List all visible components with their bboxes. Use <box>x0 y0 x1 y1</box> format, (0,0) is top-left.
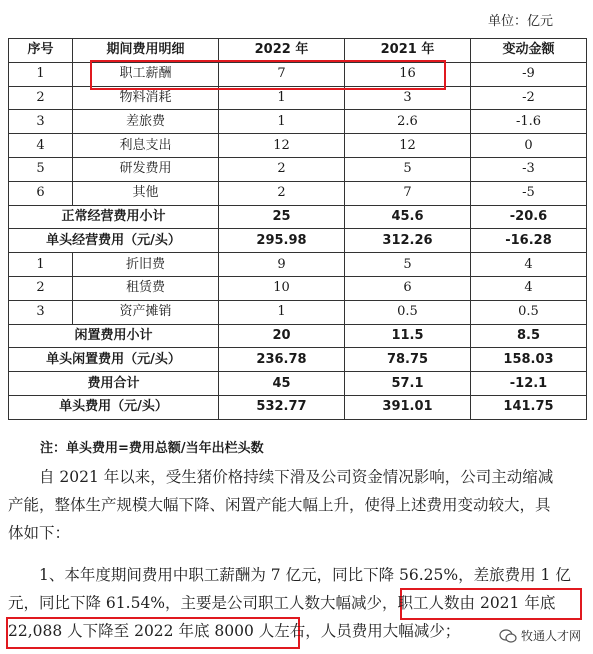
table-cell-label: 单头经营费用（元/头） <box>9 229 219 253</box>
table-cell-no: 2 <box>9 276 73 300</box>
table-cell-item: 租赁费 <box>73 276 219 300</box>
table-body <box>9 62 587 419</box>
table-cell-change: -1.6 <box>471 110 587 134</box>
table-cell-y2021: 6 <box>345 276 471 300</box>
watermark <box>499 627 581 644</box>
table-cell-no: 6 <box>9 181 73 205</box>
table-cell-label: 费用合计 <box>9 372 219 396</box>
table-row <box>9 181 587 205</box>
table-cell-y2022: 7 <box>219 62 345 86</box>
table-row <box>9 157 587 181</box>
table-row <box>9 134 587 158</box>
table-cell-change: -20.6 <box>471 205 587 229</box>
table-cell-change: 4 <box>471 253 587 277</box>
table-cell-no: 5 <box>9 157 73 181</box>
table-row <box>9 372 587 396</box>
unit-label: 单位：亿元 <box>487 14 553 29</box>
table-cell-item: 资产摊销 <box>73 300 219 324</box>
table-cell-change: -2 <box>471 86 587 110</box>
table-cell-y2021: 391.01 <box>345 395 471 419</box>
table-cell-label: 闲置费用小计 <box>9 324 219 348</box>
table-cell-change: 0.5 <box>471 300 587 324</box>
header-2022: 2022 年 <box>219 39 345 63</box>
highlight-salary-row <box>90 60 446 90</box>
table-cell-y2022: 9 <box>219 253 345 277</box>
table-cell-y2022: 45 <box>219 372 345 396</box>
table-cell-no: 3 <box>9 110 73 134</box>
table-cell-y2021: 7 <box>345 181 471 205</box>
table-cell-y2022: 1 <box>219 86 345 110</box>
table-cell-no: 4 <box>9 134 73 158</box>
paragraph-2-line-3: 22,088 人下降至 2022 年底 8000 人左右，人员费用大幅减少； <box>8 622 461 640</box>
table-cell-y2021: 12 <box>345 134 471 158</box>
table-cell-change: -3 <box>471 157 587 181</box>
table-row <box>9 324 587 348</box>
table-cell-change: 8.5 <box>471 324 587 348</box>
table-cell-change: -16.28 <box>471 229 587 253</box>
table-cell-y2022: 1 <box>219 300 345 324</box>
paragraph-2-line-1: 1、本年度期间费用中职工薪酬为 7 亿元，同比下降 56.25%，差旅费用 1 亿 <box>39 566 571 584</box>
table-cell-no: 1 <box>9 62 73 86</box>
table-cell-y2021: 312.26 <box>345 229 471 253</box>
table-cell-item: 差旅费 <box>73 110 219 134</box>
table-cell-y2022: 10 <box>219 276 345 300</box>
table-cell-y2021: 2.6 <box>345 110 471 134</box>
table-cell-y2022: 25 <box>219 205 345 229</box>
paragraph-1 <box>8 463 586 547</box>
table-cell-y2021: 16 <box>345 62 471 86</box>
table-cell-y2021: 57.1 <box>345 372 471 396</box>
paragraph-1-line-2: 产能，整体生产规模大幅下降、闲置产能大幅上升，使得上述费用变动较大，具 <box>8 496 551 514</box>
table-row <box>9 253 587 277</box>
table-cell-y2021: 0.5 <box>345 300 471 324</box>
header-item: 期间费用明细 <box>73 39 219 63</box>
expense-table <box>8 38 587 420</box>
table-cell-y2022: 2 <box>219 157 345 181</box>
table-row <box>9 110 587 134</box>
table-row <box>9 300 587 324</box>
table-cell-change: 141.75 <box>471 395 587 419</box>
paragraph-1-line-3: 体如下： <box>8 524 71 542</box>
watermark-text: 牧通人才网 <box>520 629 581 643</box>
table-cell-item: 利息支出 <box>73 134 219 158</box>
table-cell-y2021: 11.5 <box>345 324 471 348</box>
table-cell-label: 正常经营费用小计 <box>9 205 219 229</box>
table-cell-change: 4 <box>471 276 587 300</box>
table-cell-no: 2 <box>9 86 73 110</box>
table-cell-y2022: 20 <box>219 324 345 348</box>
table-row <box>9 348 587 372</box>
table-cell-y2022: 12 <box>219 134 345 158</box>
table-cell-y2021: 3 <box>345 86 471 110</box>
table-header-row <box>9 39 587 63</box>
table-cell-no: 1 <box>9 253 73 277</box>
table-cell-y2021: 45.6 <box>345 205 471 229</box>
table-cell-change: -9 <box>471 62 587 86</box>
table-cell-y2021: 5 <box>345 253 471 277</box>
table-row <box>9 229 587 253</box>
table-cell-item: 研发费用 <box>73 157 219 181</box>
table-cell-change: -12.1 <box>471 372 587 396</box>
table-note: 注：单头费用=费用总额/当年出栏头数 <box>40 441 264 456</box>
table-cell-no: 3 <box>9 300 73 324</box>
paragraph-1-line-1: 自 2021 年以来，受生猪价格持续下滑及公司资金情况影响，公司主动缩减 <box>39 468 554 486</box>
wechat-icon <box>499 629 517 643</box>
table-cell-label: 单头闲置费用（元/头） <box>9 348 219 372</box>
table-cell-item: 职工薪酬 <box>73 62 219 86</box>
table-cell-change: 158.03 <box>471 348 587 372</box>
table-cell-change: -5 <box>471 181 587 205</box>
table-cell-y2022: 2 <box>219 181 345 205</box>
table-cell-y2022: 236.78 <box>219 348 345 372</box>
table-row <box>9 395 587 419</box>
table-cell-y2021: 5 <box>345 157 471 181</box>
table-row <box>9 276 587 300</box>
paragraph-2-line-2: 元，同比下降 61.54%，主要是公司职工人数大幅减少，职工人数由 2021 年底 <box>8 594 556 612</box>
header-2021: 2021 年 <box>345 39 471 63</box>
header-change: 变动金额 <box>471 39 587 63</box>
table-cell-item: 折旧费 <box>73 253 219 277</box>
table-cell-y2022: 1 <box>219 110 345 134</box>
table-cell-y2022: 532.77 <box>219 395 345 419</box>
table-cell-y2022: 295.98 <box>219 229 345 253</box>
table-cell-label: 单头费用（元/头） <box>9 395 219 419</box>
header-no: 序号 <box>9 39 73 63</box>
table-cell-item: 物料消耗 <box>73 86 219 110</box>
table-cell-change: 0 <box>471 134 587 158</box>
table-row <box>9 205 587 229</box>
table-cell-item: 其他 <box>73 181 219 205</box>
table-cell-y2021: 78.75 <box>345 348 471 372</box>
